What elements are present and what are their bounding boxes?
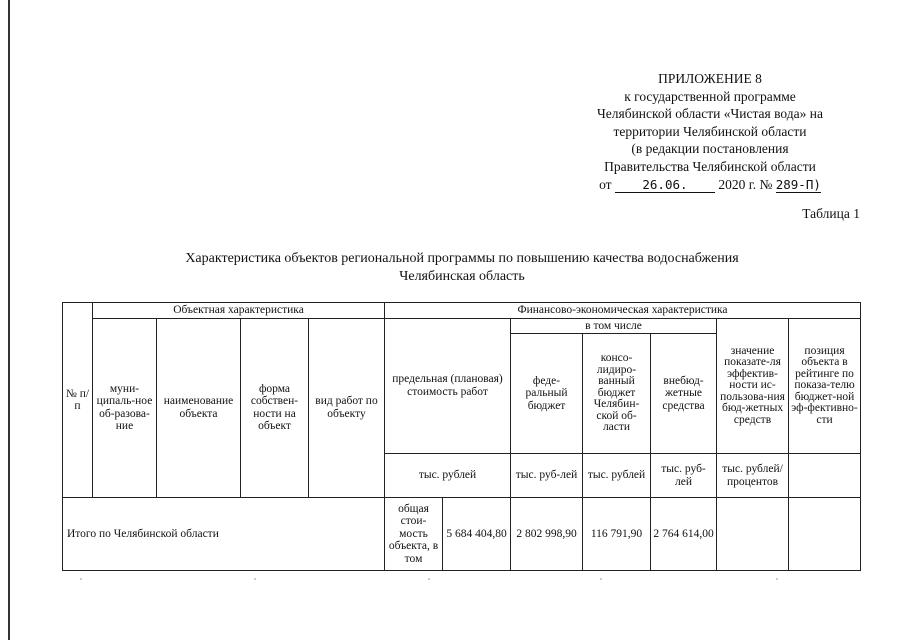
total-federal: 2 802 998,90 [511, 498, 583, 571]
header-row-1 [63, 303, 861, 319]
header-federal: феде-ральный бюджет [511, 334, 583, 454]
header-max-cost: предельная (плановая) стоимость работ [385, 318, 511, 454]
unit-extrabudget: тыс. руб-лей [651, 454, 717, 498]
title-line-1: Характеристика объектов региональной программы по повышению качества водоснабжения [185, 251, 739, 266]
table-row [63, 498, 861, 571]
header-finance-group: Финансово-экономическая характеристика [385, 303, 861, 319]
unit-consolidated: тыс. рублей [583, 454, 651, 498]
total-label: Итого по Челябинской области [63, 498, 385, 571]
header-efficiency: значение показате-ля эффектив-ности ис-пользова-ния бюд-жетных средств [717, 318, 789, 454]
unit-rating [789, 454, 861, 498]
header-consolidated: консо-лидиро-ванный бюджет Челябин-ской об-ласти [583, 334, 651, 454]
appendix-title: ПРИЛОЖЕНИЕ 8 [658, 71, 762, 86]
appendix-line-5: Правительства Челябинской области [604, 158, 816, 174]
header-extrabudget: внебюд-жетные средства [651, 334, 717, 454]
appendix-date-line [560, 176, 860, 194]
total-cost-desc: общая стои-мость объекта, в том [385, 498, 443, 571]
page-left-border [8, 0, 10, 640]
header-num: № п/п [63, 303, 93, 498]
document-title [100, 250, 824, 286]
header-object-name: наименование объекта [157, 318, 241, 498]
scan-dots [0, 578, 905, 584]
header-row-2 [63, 318, 861, 334]
total-efficiency [717, 498, 789, 571]
header-object-group: Объектная характеристика [93, 303, 385, 319]
unit-max-cost: тыс. рублей [385, 454, 511, 498]
unit-federal: тыс. руб-лей [511, 454, 583, 498]
unit-efficiency: тыс. рублей/ процентов [717, 454, 789, 498]
appendix-line-1: к государственной программе [624, 88, 796, 104]
header-work-type: вид работ по объекту [309, 318, 385, 498]
title-line-2: Челябинская область [399, 269, 525, 284]
total-extrabudget: 2 764 614,00 [651, 498, 717, 571]
document-number: 289-П) [775, 176, 821, 192]
appendix-header [560, 70, 860, 193]
date-value: 26.06. [615, 178, 715, 193]
appendix-line-3: территории Челябинской области [613, 123, 807, 139]
total-max-cost: 5 684 404,80 [443, 498, 511, 571]
table-label: Таблица 1 [802, 206, 860, 221]
appendix-line-4: (в редакции постановления [631, 141, 789, 157]
date-prefix: от [599, 176, 612, 192]
header-municipality: муни-ципаль-ное об-разова-ние [93, 318, 157, 498]
appendix-line-2: Челябинской области «Чистая вода» на [597, 106, 823, 122]
year-text: 2020 г. № [718, 176, 773, 192]
header-rating: позиция объекта в рейтинге по показа-телю бюджет-ной эф-фективно-сти [789, 318, 861, 454]
total-consolidated: 116 791,90 [583, 498, 651, 571]
objects-table [62, 302, 861, 571]
header-ownership: форма собствен-ности на объект [241, 318, 309, 498]
header-including: в том числе [511, 318, 717, 334]
total-rating [789, 498, 861, 571]
